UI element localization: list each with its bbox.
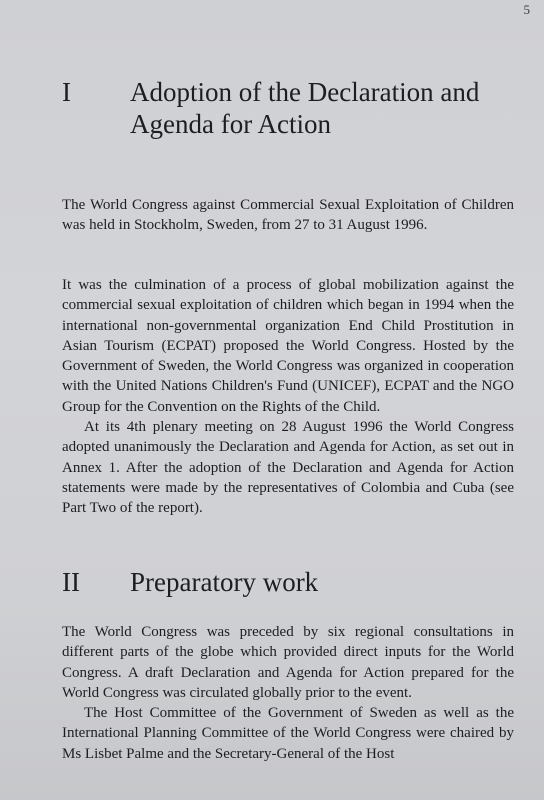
paragraph-congress-held [62, 195, 514, 236]
paragraph-text: The Host Committee of the Government of Sweden as well as the International Planning Committee of the World Congress were chaired by Ms Lisbet Palme and the Secretary-General of the Host [62, 705, 514, 762]
section-heading-1 [62, 76, 532, 140]
paragraph-text: The World Congress against Commercial Sexual Exploitation of Children was held in Stockholm, Sweden, from 27 to 31 August 1996. [62, 197, 514, 234]
paragraph-text: At its 4th plenary meeting on 28 August 1996 the World Congress adopted unanimously the Declaration and Agenda for Action, as set out in Annex 1. After the adoption of the Declaration and Agenda for Action statements were made by the representatives of Colombia and Cuba (see Part Two of the report). [62, 419, 514, 517]
page-number: 5 [523, 2, 530, 17]
paragraph-text: It was the culmination of a process of global mobilization against the commercial sexual exploitation of children which began in 1994 when the international non-governmental organization End Child Prostitution in Asian Tourism (ECPAT) proposed the World Congress. Hosted by the Government of Sweden, the World Congress was organized in cooperation with the United Nations Children's Fund (UNICEF), ECPAT and the NGO Group for the Convention on the Rights of the Child. [62, 277, 514, 415]
section-title-1: Adoption of the Declaration and Agenda for Action [130, 77, 480, 139]
section-numeral-2: II [62, 567, 80, 597]
paragraph-culmination [62, 275, 514, 519]
section-title-2: Preparatory work [130, 567, 319, 597]
section-heading-2 [62, 566, 532, 598]
paragraph-text: The World Congress was preceded by six regional consultations in different parts of the globe which provided direct inputs for the World Congress. A draft Declaration and Agenda for Action prepared for the World Congress was circulated globally prior to the event. [62, 624, 514, 701]
paragraph-preparatory [62, 622, 514, 764]
section-numeral-1: I [62, 77, 71, 107]
